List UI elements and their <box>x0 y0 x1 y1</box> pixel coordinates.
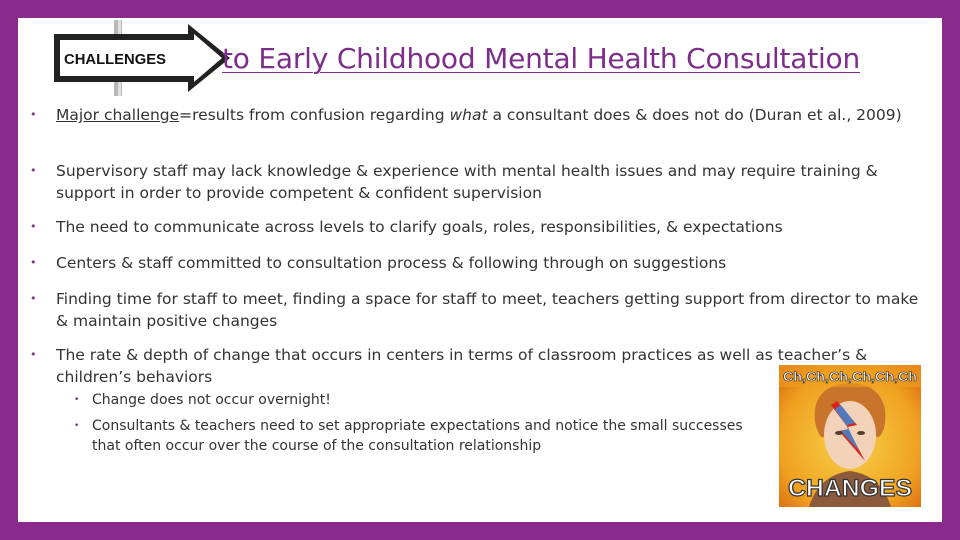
bullet-dot-icon: • <box>30 220 37 233</box>
bullet-dot-icon: • <box>30 108 37 121</box>
sub-bullet-text: Change does not occur overnight! <box>92 392 331 408</box>
bullet-item <box>28 104 928 126</box>
bullet-text: Supervisory staff may lack knowledge & experience with mental health issues and may require training & support in order to provide competent & confident supervision <box>56 162 878 202</box>
bullet-lead: Major challenge <box>56 106 180 124</box>
poster-top-text: Ch,Ch,Ch,Ch,Ch,Ch <box>783 369 918 384</box>
bullet-emphasis: what <box>449 106 488 124</box>
changes-poster-image <box>779 365 921 507</box>
bullet-text: =results from confusion regarding <box>179 106 450 124</box>
poster-bottom-text: CHANGES <box>788 475 912 502</box>
bullet-text: The rate & depth of change that occurs in centers in terms of classroom practices as well as teacher’s & children’s behaviors <box>56 346 868 386</box>
bullet-dot-icon: • <box>30 292 37 305</box>
bullet-item <box>28 288 928 332</box>
bullet-text: Centers & staff committed to consultation process & following through on suggestions <box>56 254 727 272</box>
bullet-text: a consultant does & does not do (Duran et al., 2009) <box>487 106 902 124</box>
bullet-dot-icon: • <box>74 421 80 431</box>
bullet-item <box>28 160 928 204</box>
bullet-dot-icon: • <box>30 164 37 177</box>
bullet-dot-icon: • <box>30 256 37 269</box>
bullet-dot-icon: • <box>74 395 80 405</box>
page-title: to Early Childhood Mental Health Consultation <box>222 42 861 75</box>
sub-bullet-text: Consultants & teachers need to set appropriate expectations and notice the small successes that often occur over the course of the consultation relationship <box>92 418 743 454</box>
bullet-text: Finding time for staff to meet, finding a space for staff to meet, teachers getting support from director to make & maintain positive changes <box>56 290 919 330</box>
bullet-text: The need to communicate across levels to clarify goals, roles, responsibilities, & expectations <box>56 218 783 236</box>
challenges-sign-icon <box>52 20 232 96</box>
sub-bullet-item <box>74 390 772 410</box>
sub-bullet-item <box>74 416 772 456</box>
bullet-item <box>28 216 928 238</box>
bullet-item <box>28 252 928 274</box>
bullet-dot-icon: • <box>30 348 37 361</box>
sign-label: CHALLENGES <box>64 52 167 68</box>
slide <box>18 18 942 522</box>
